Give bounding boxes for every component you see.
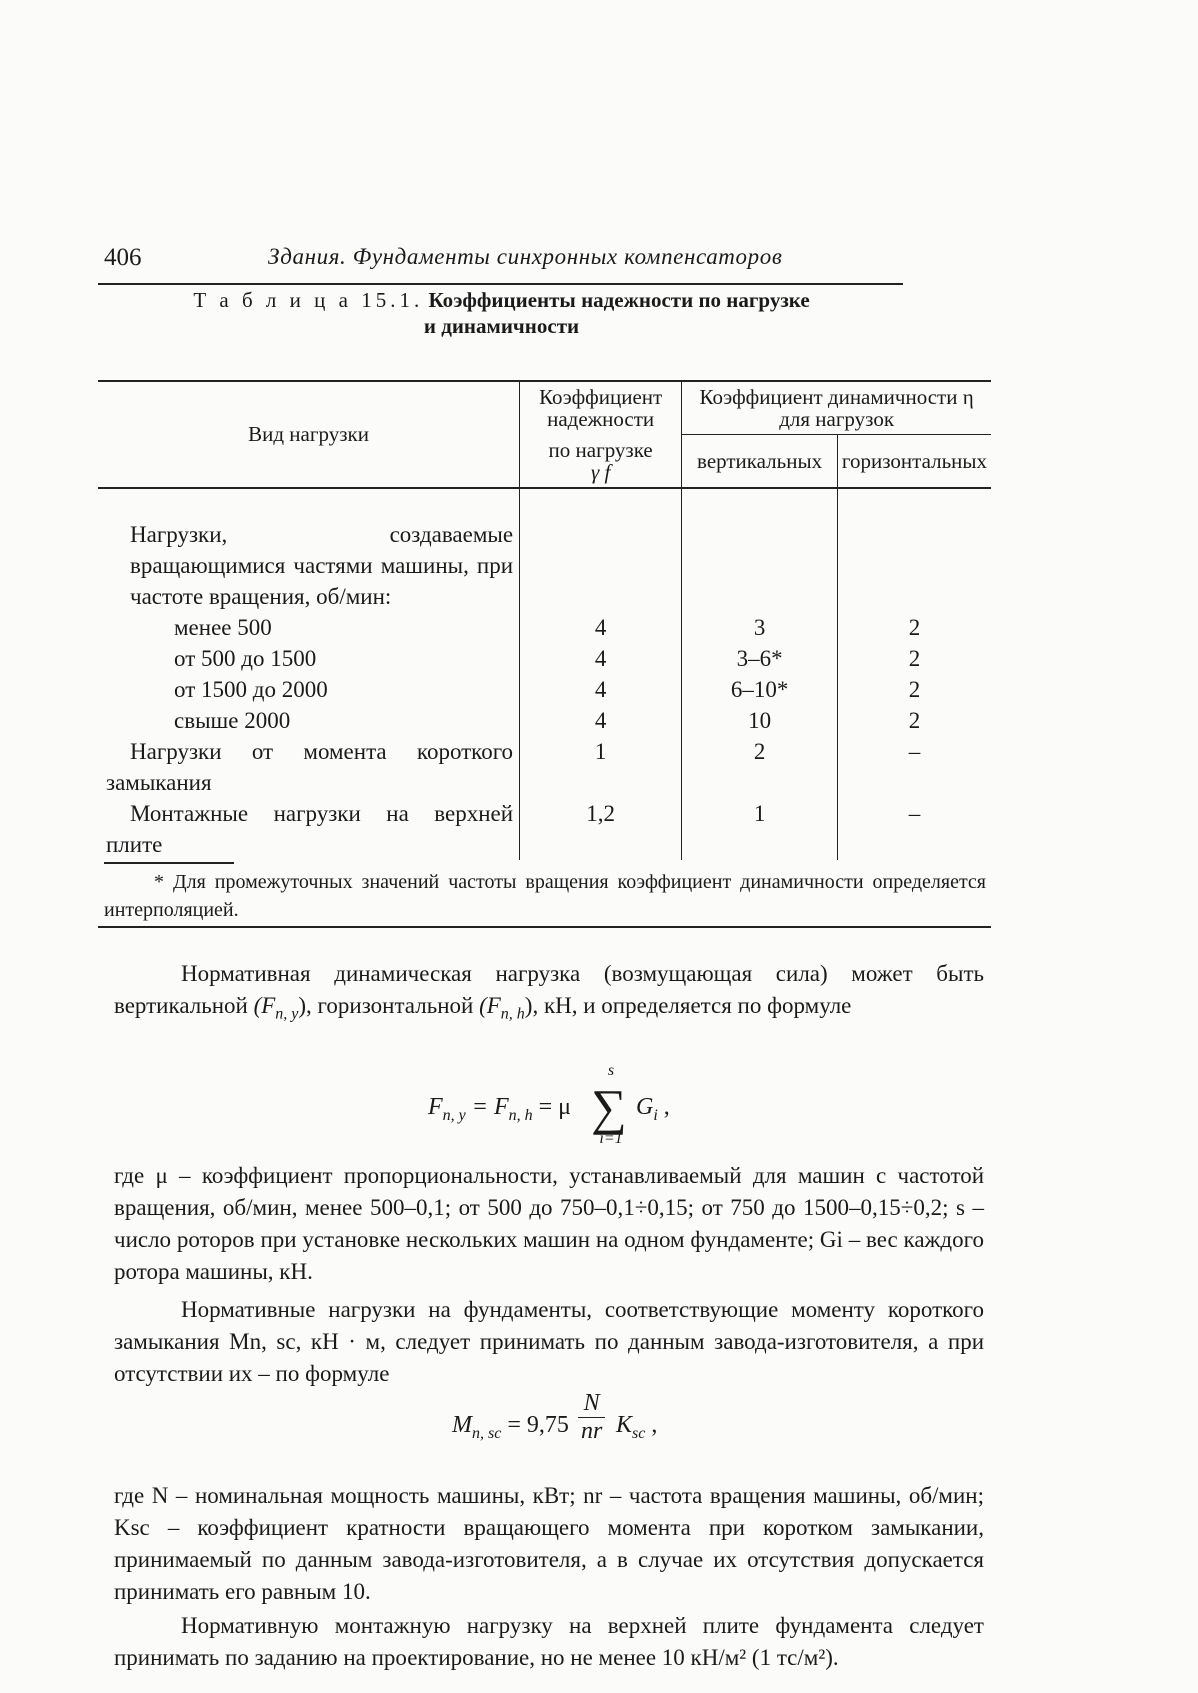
row-label: Нагрузки от момента короткого замыкания <box>98 736 520 798</box>
f1-lhs-sub: n, y <box>442 1106 466 1124</box>
row-label: менее 500 <box>98 612 520 643</box>
row-label: Монтажные нагрузки на верхней плите <box>98 798 520 860</box>
row-vert: 1 <box>682 798 838 860</box>
p4-text: где N – номинальная мощность машины, кВт; nr – частота вращения машины, об/мин; Ksc – коэффициент кратности вращающего момента при коротком замыкании, принимаемый по данным завода-изготовителя, а в случае их отсутствия допускается принимать его равным 10. <box>114 1483 984 1604</box>
row-vert: 6–10* <box>682 674 838 705</box>
paragraph-2 <box>114 1160 984 1390</box>
f1-sum-top: s <box>607 1062 615 1079</box>
col-header-vertical: вертикальных <box>682 435 838 488</box>
footnote-rule <box>104 862 234 864</box>
row-hor: 2 <box>908 645 921 671</box>
table-caption <box>104 287 899 313</box>
p1-text-b: ), горизонтальной <box>298 993 480 1018</box>
running-title: Здания. Фундаменты синхронных компенсаторов <box>268 244 783 269</box>
page-number: 406 <box>104 244 142 271</box>
p5-text: Нормативную монтажную нагрузку на верхней плите фундамента следует принимать по заданию на проектирование, но не менее 10 кН/м² (1 тс/м²). <box>114 1613 984 1670</box>
p1-text-a: Нормативная динамическая нагрузка (возмущающая сила) может быть вертикальной <box>114 961 984 1018</box>
f1-mid-sub: n, h <box>508 1106 533 1124</box>
f1-sum-bottom: i=1 <box>599 1130 623 1147</box>
p3-text: Нормативные нагрузки на фундаменты, соответствующие моменту короткого замыкания Mn, sc, кН · м, следует принимать по данным завода-изготовителя, а при отсутствии их – по формуле <box>114 1297 984 1386</box>
table-row <box>98 736 991 798</box>
f2-fraction <box>578 1390 605 1445</box>
f2-k-sub: sc <box>632 1424 646 1442</box>
f2-lhs-sub: n, sc <box>472 1424 502 1442</box>
f2-den: nr <box>581 1418 603 1444</box>
footnote-text: * Для промежуточных значений частоты вращения коэффициент динамичности определяется интерполяцией. <box>104 871 986 921</box>
paragraph-4 <box>114 1480 984 1674</box>
row-hor: 2 <box>908 707 921 733</box>
row-label: Нагрузки, создаваемые вращающимися частями машины, при частоте вращения, об/мин: <box>98 488 520 612</box>
section-rule <box>98 926 991 928</box>
row-vert: 10 <box>682 705 838 736</box>
f1-tail: , <box>657 1094 670 1120</box>
footnote <box>104 868 986 924</box>
p1-fv-sub: n, y <box>275 1005 299 1023</box>
f2-tail: , <box>645 1412 658 1438</box>
p1-fv: (F <box>253 993 276 1018</box>
row-rel: 1,2 <box>520 798 682 860</box>
sum-symbol: ∑ <box>591 1079 627 1135</box>
row-label: свыше 2000 <box>98 705 520 736</box>
f2-lhs: M <box>452 1412 472 1438</box>
row-label: от 500 до 1500 <box>98 643 520 674</box>
f1-mid: = F <box>465 1094 509 1120</box>
p1-fh: (F <box>479 993 501 1018</box>
row-vert: 3 <box>682 612 838 643</box>
col-header-horizontal: горизонтальных <box>837 435 991 488</box>
row-hor: – <box>908 800 921 826</box>
row-hor: – <box>908 738 921 764</box>
row-vert: 3–6* <box>682 643 838 674</box>
row-label: от 1500 до 2000 <box>98 674 520 705</box>
row-rel: 4 <box>520 705 682 736</box>
paragraph-1 <box>114 958 984 1031</box>
table-row <box>98 612 991 643</box>
table-row <box>98 674 991 705</box>
col-header-reliability: Коэффициент надежности <box>520 381 682 435</box>
reliability-table <box>98 380 991 860</box>
header-rule <box>98 283 903 285</box>
table-row <box>98 798 991 860</box>
row-rel: 4 <box>520 643 682 674</box>
row-vert <box>682 488 838 612</box>
gamma-symbol: γ f <box>590 459 611 484</box>
p2-text: где μ – коэффициент пропорциональности, устанавливаемый для машин с частотой вращения, об/мин, менее 500–0,1; от 500 до 750–0,1÷0,15; от 750 до 1500–0,15÷0,2; s – число роторов при установке нескольких машин на одном фундаменте; Gi – вес каждого ротора машины, кН. <box>114 1163 984 1284</box>
col-header-dynamic: Коэффициент динамичности η для нагрузок <box>682 381 991 435</box>
formula-moment <box>452 1390 732 1470</box>
f1-g-sub: i <box>653 1106 658 1124</box>
f2-k: K <box>616 1412 633 1438</box>
row-rel: 4 <box>520 674 682 705</box>
f1-lhs: F <box>428 1094 443 1120</box>
table-caption-prefix: Т а б л и ц а 15.1. <box>193 288 424 312</box>
f1-mu: = μ <box>532 1094 572 1120</box>
formula-force <box>428 1062 728 1152</box>
f1-g: G <box>636 1094 654 1120</box>
row-hor <box>837 488 991 612</box>
row-rel <box>520 488 682 612</box>
col-header-kind: Вид нагрузки <box>98 381 520 488</box>
row-rel: 1 <box>520 736 682 798</box>
row-hor: 2 <box>908 614 921 640</box>
table-caption-title-1: Коэффициенты надежности по нагрузке <box>428 288 810 312</box>
f2-num: N <box>578 1390 605 1418</box>
f2-eq: = 9,75 <box>501 1412 569 1438</box>
row-rel: 4 <box>520 612 682 643</box>
row-hor: 2 <box>908 676 921 702</box>
p1-fh-sub: n, h <box>500 1005 525 1023</box>
table-row <box>98 705 991 736</box>
table-row <box>98 488 991 612</box>
p1-text-c: ), кН, и определяется по формуле <box>524 993 852 1018</box>
col-header-reliability-sub-label: по нагрузке <box>548 437 653 462</box>
col-header-reliability-sub <box>520 435 682 488</box>
table-row <box>98 643 991 674</box>
table-caption-title-2: и динамичности <box>423 314 580 338</box>
row-vert: 2 <box>682 736 838 798</box>
